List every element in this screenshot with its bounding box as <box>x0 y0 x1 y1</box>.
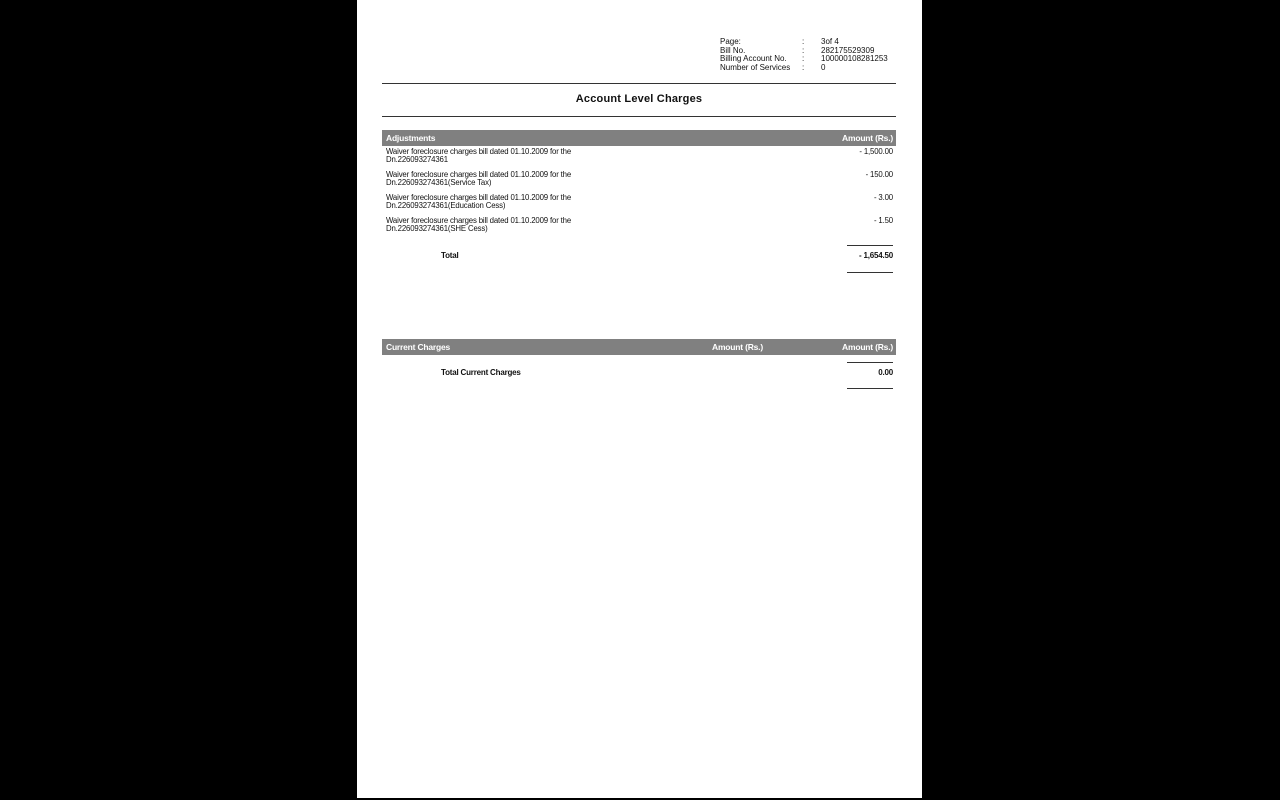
adjustment-description-line2: Dn.226093274361(Service Tax) <box>386 178 492 188</box>
info-row-number-of-services <box>720 64 900 73</box>
current-charges-total-label: Total Current Charges <box>441 368 521 377</box>
adjustment-description-line1: Waiver foreclosure charges bill dated 01.10.2009 for the <box>386 170 572 179</box>
bill-info-block <box>720 38 900 72</box>
info-separator: : <box>802 45 805 55</box>
adjustment-description <box>386 217 686 233</box>
adjustment-description-line2: Dn.226093274361(SHE Cess) <box>386 224 488 234</box>
total-bottom-rule <box>847 272 893 273</box>
adjustment-description-line1: Waiver foreclosure charges bill dated 01.10.2009 for the <box>386 193 572 202</box>
adjustment-amount: - 3.00 <box>873 193 893 202</box>
current-charges-header-label: Current Charges <box>386 342 451 352</box>
adjustment-description <box>386 194 686 210</box>
current-charges-header-amount-2: Amount (Rs.) <box>842 342 893 352</box>
adjustments-total-label: Total <box>441 251 459 260</box>
adjustments-header-label: Adjustments <box>386 133 436 143</box>
info-label: Bill No. <box>720 45 746 55</box>
adjustments-total-amount: - 1,654.50 <box>858 251 893 260</box>
info-value: 0 <box>821 62 826 72</box>
adjustment-description <box>386 171 686 187</box>
info-separator: : <box>802 62 805 72</box>
adjustments-header <box>382 130 896 146</box>
adjustment-amount: - 1,500.00 <box>859 147 893 156</box>
bill-page <box>357 0 922 798</box>
adjustment-description-line1: Waiver foreclosure charges bill dated 01.10.2009 for the <box>386 147 572 156</box>
current-charges-header <box>382 339 896 355</box>
adjustment-description-line1: Waiver foreclosure charges bill dated 01.10.2009 for the <box>386 216 572 225</box>
info-value: 282175529309 <box>821 45 875 55</box>
current-total-bottom-rule <box>847 388 893 389</box>
info-separator: : <box>802 37 805 46</box>
adjustment-description-line2: Dn.226093274361 <box>386 155 448 165</box>
current-total-top-rule <box>847 362 893 363</box>
section-bottom-rule <box>382 116 896 117</box>
info-label: Page: <box>720 37 741 46</box>
section-title: Account Level Charges <box>575 93 703 105</box>
info-value: 3of 4 <box>821 37 839 46</box>
info-label: Number of Services <box>720 62 791 72</box>
adjustment-amount: - 1.50 <box>873 216 893 225</box>
info-value: 100000108281253 <box>821 54 888 64</box>
current-charges-header-amount-1: Amount (Rs.) <box>712 342 763 352</box>
adjustment-description <box>386 148 686 164</box>
section-top-rule <box>382 83 896 84</box>
adjustment-description-line2: Dn.226093274361(Education Cess) <box>386 201 506 211</box>
info-label: Billing Account No. <box>720 54 787 64</box>
info-separator: : <box>802 54 805 64</box>
current-charges-total-amount: 0.00 <box>878 368 893 377</box>
adjustments-header-amount: Amount (Rs.) <box>842 133 893 143</box>
adjustment-amount: - 150.00 <box>865 170 893 179</box>
total-top-rule <box>847 245 893 246</box>
